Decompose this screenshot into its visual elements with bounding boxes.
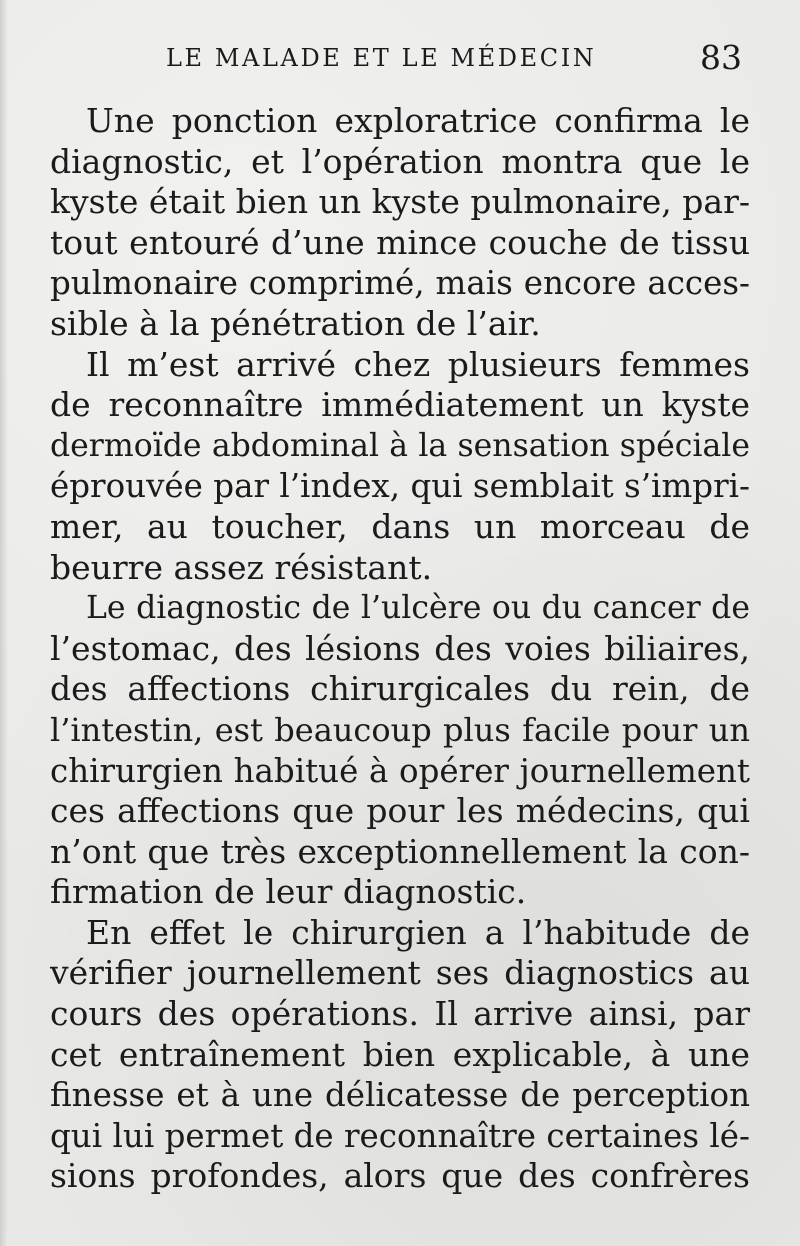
text-line: tout entouré d’une mince couche de tissu	[50, 222, 750, 262]
text-line: Il m’est arrivé chez plusieurs femmes	[86, 344, 750, 384]
text-line: kyste était bien un kyste pulmonaire, par-	[50, 182, 751, 222]
text-line: pulmonaire comprimé, mais encore acces-	[50, 264, 750, 303]
text-line: l’estomac, des lésions des voies biliaires,	[50, 628, 750, 668]
text-line: des affections chirurgicales du rein, de	[50, 669, 750, 709]
page-number: 83	[700, 38, 742, 77]
text-line: n’ont que très exceptionnellement la con-	[50, 831, 750, 871]
text-line: cours des opérations. Il arrive ainsi, par	[50, 994, 750, 1034]
text-line: Une ponction exploratrice confirma le	[86, 101, 750, 140]
text-line: chirurgien habitué à opérer journellement	[50, 751, 750, 790]
text-line: l’intestin, est beaucoup plus facile pour un	[50, 710, 750, 749]
text-line: sions profondes, alors que des confrères	[50, 1156, 750, 1196]
running-head: LE MALADE ET LE MÉDECIN	[166, 44, 597, 72]
text-line: ces affections que pour les médecins, qui	[50, 791, 750, 831]
text-line: mer, au toucher, dans un morceau de	[50, 506, 750, 546]
text-line: En effet le chirurgien a l’habitude de	[86, 912, 750, 952]
body-text	[50, 101, 750, 1197]
text-line: qui lui permet de reconnaître certaines lé-	[50, 1116, 750, 1155]
text-line: cet entraînement bien explicable, à une	[50, 1034, 750, 1074]
text-line: dermoïde abdominal à la sensation spéciale	[50, 427, 750, 464]
text-line: vérifier journellement ses diagnostics au	[50, 953, 750, 993]
page-edge-shadow	[0, 0, 8, 1246]
text-line: éprouvée par l’index, qui semblait s’impri-	[50, 467, 750, 506]
text-line: Le diagnostic de l’ulcère ou du cancer de	[86, 590, 750, 627]
text-line: beurre assez résistant.	[50, 547, 433, 587]
text-line: firmation de leur diagnostic.	[50, 872, 527, 912]
text-line: diagnostic, et l’opération montra que le	[50, 141, 750, 181]
text-line: finesse et à une délicatesse de perception	[50, 1076, 750, 1115]
text-line: de reconnaître immédiatement un kyste	[50, 385, 750, 425]
text-line: sible à la pénétration de l’air.	[50, 303, 541, 343]
